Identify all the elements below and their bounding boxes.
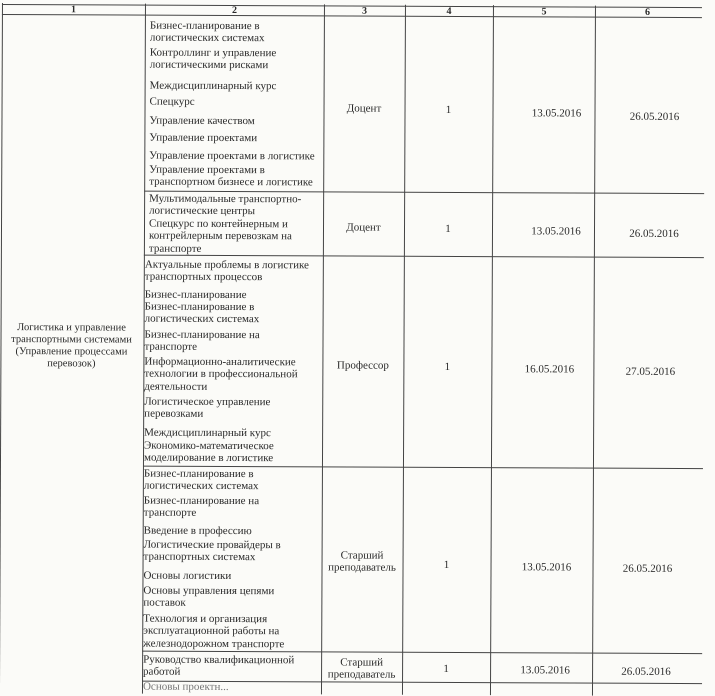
discipline-line: поставок: [143, 597, 186, 610]
column-header-5: 5: [541, 6, 547, 18]
discipline-line: транспортных процессов: [144, 271, 263, 284]
discipline-line: Технология и организация: [143, 612, 268, 626]
position: [321, 656, 402, 681]
discipline-line: технологии в профессиональной: [144, 368, 298, 381]
discipline-line: Основы проектн...: [142, 680, 229, 694]
end-date: 26.05.2016: [622, 562, 673, 575]
discipline-line: транспортных системах: [143, 551, 256, 564]
discipline-line: логистическими рисками: [149, 59, 269, 72]
discipline-line: транспорте: [143, 507, 197, 520]
discipline-item: [149, 193, 301, 218]
discipline-line: Бизнес-планирование на: [143, 494, 260, 508]
discipline-line: работой: [143, 666, 181, 679]
discipline-item: [150, 20, 265, 45]
discipline-item: [143, 681, 229, 694]
position: Доцент: [346, 102, 382, 115]
discipline-line: Управление проектами: [149, 131, 258, 145]
discipline-line: логистических системах: [149, 32, 265, 45]
start-date: 16.05.2016: [524, 363, 575, 376]
discipline-item: [143, 585, 274, 610]
discipline-line: контрейлерным перевозкам на: [148, 230, 292, 243]
position-line: преподаватель: [328, 561, 396, 575]
direction-name: Логистика и управление транспортными системами (Управление процессами перевозок): [11, 322, 132, 370]
discipline-line: Бизнес-планирование в: [144, 300, 255, 314]
end-date: 26.05.2016: [629, 110, 680, 123]
discipline-line: Логистические провайдеры в: [143, 538, 281, 552]
discipline-line: Руководство квалификационной: [143, 653, 295, 667]
end-date: 26.05.2016: [629, 227, 679, 240]
end-date: 27.05.2016: [625, 365, 676, 378]
start-date: 13.05.2016: [521, 561, 572, 574]
position-line: Старший: [340, 549, 384, 562]
discipline-line: Контроллинг и управление: [149, 46, 277, 60]
discipline-item: [149, 132, 257, 145]
discipline-item: [144, 525, 252, 538]
discipline-line: транспорте: [144, 341, 198, 354]
discipline-line: Бизнес-планирование в: [143, 467, 254, 481]
discipline-line: логистических системах: [143, 480, 259, 493]
discipline-item: [144, 468, 259, 493]
discipline-line: Основы логистики: [143, 569, 232, 583]
position-line: Старший: [340, 656, 384, 669]
position: Доцент: [346, 221, 381, 234]
discipline-item: [150, 47, 277, 72]
discipline-item: [144, 539, 281, 564]
discipline-item: [143, 570, 231, 583]
discipline-line: эксплуатационной работы на: [143, 625, 280, 638]
position: Профессор: [336, 359, 389, 372]
discipline-line: Спецкурс по контейнерным и: [148, 217, 288, 231]
discipline-item: [145, 301, 260, 326]
discipline-line: логистических системах: [144, 313, 260, 326]
discipline-line: Бизнес-планирование на: [144, 328, 260, 342]
discipline-line: транспортном бизнесе и логистике: [149, 176, 313, 189]
discipline-line: Мультимодальные транспортно-: [149, 192, 302, 206]
discipline-item: [143, 613, 284, 651]
count: 1: [443, 558, 450, 571]
discipline-item: [149, 218, 292, 256]
start-date: 13.05.2016: [531, 225, 581, 238]
discipline-line: деятельности: [144, 380, 208, 393]
column-header-4: 4: [446, 5, 452, 17]
start-date: 13.05.2016: [520, 664, 570, 677]
column-header-3: 3: [361, 5, 367, 17]
discipline-item: [145, 289, 247, 302]
discipline-item: [143, 654, 294, 679]
discipline-item: [150, 96, 195, 109]
discipline-item: [150, 80, 277, 93]
position: [321, 549, 402, 574]
discipline-line: логистические центры: [149, 205, 255, 218]
discipline-line: Логистическое управление: [144, 395, 271, 409]
discipline-line: Междисциплинарный курс: [149, 79, 277, 93]
discipline-item: [149, 150, 314, 163]
column-header-2: 2: [231, 5, 237, 17]
count: 1: [445, 103, 452, 116]
discipline-item: [144, 329, 259, 354]
column-header-6: 6: [644, 6, 650, 18]
discipline-line: Бизнес-планирование в: [149, 19, 260, 33]
discipline-line: железнодорожном транспорте: [143, 637, 285, 651]
discipline-item: [144, 396, 270, 421]
discipline-item: [144, 356, 297, 394]
discipline-item: [149, 164, 313, 190]
discipline-line: перевозками: [144, 408, 204, 421]
discipline-line: Управление качеством: [149, 114, 255, 128]
discipline-line: Информационно-аналитические: [144, 355, 296, 369]
discipline-item: [144, 495, 259, 520]
discipline-item: [144, 427, 271, 440]
discipline-line: Основы управления цепями: [143, 584, 275, 598]
discipline-line: транспорте: [148, 242, 202, 255]
discipline-line: моделирование в логистике: [143, 452, 274, 465]
end-date: 26.05.2016: [621, 665, 671, 678]
discipline-item: [144, 440, 274, 465]
discipline-line: Экономико-математическое: [144, 439, 274, 453]
discipline-line: Введение в профессию: [143, 524, 252, 538]
discipline-item: [149, 115, 254, 128]
discipline-line: Спецкурс: [149, 95, 195, 108]
count: 1: [445, 222, 451, 235]
start-date: 13.05.2016: [531, 107, 582, 120]
column-header-1: 1: [70, 4, 76, 16]
discipline-line: Управление проектами в: [149, 163, 265, 177]
discipline-line: Актуальные проблемы в логистике: [144, 258, 309, 272]
position-line: преподаватель: [327, 668, 396, 682]
discipline-item: [145, 259, 309, 285]
count: 1: [443, 662, 449, 675]
discipline-line: Управление проектами в логистике: [149, 149, 315, 163]
discipline-line: Междисциплинарный курс: [144, 426, 271, 440]
count: 1: [444, 360, 451, 373]
discipline-line: Бизнес-планирование: [144, 288, 247, 302]
